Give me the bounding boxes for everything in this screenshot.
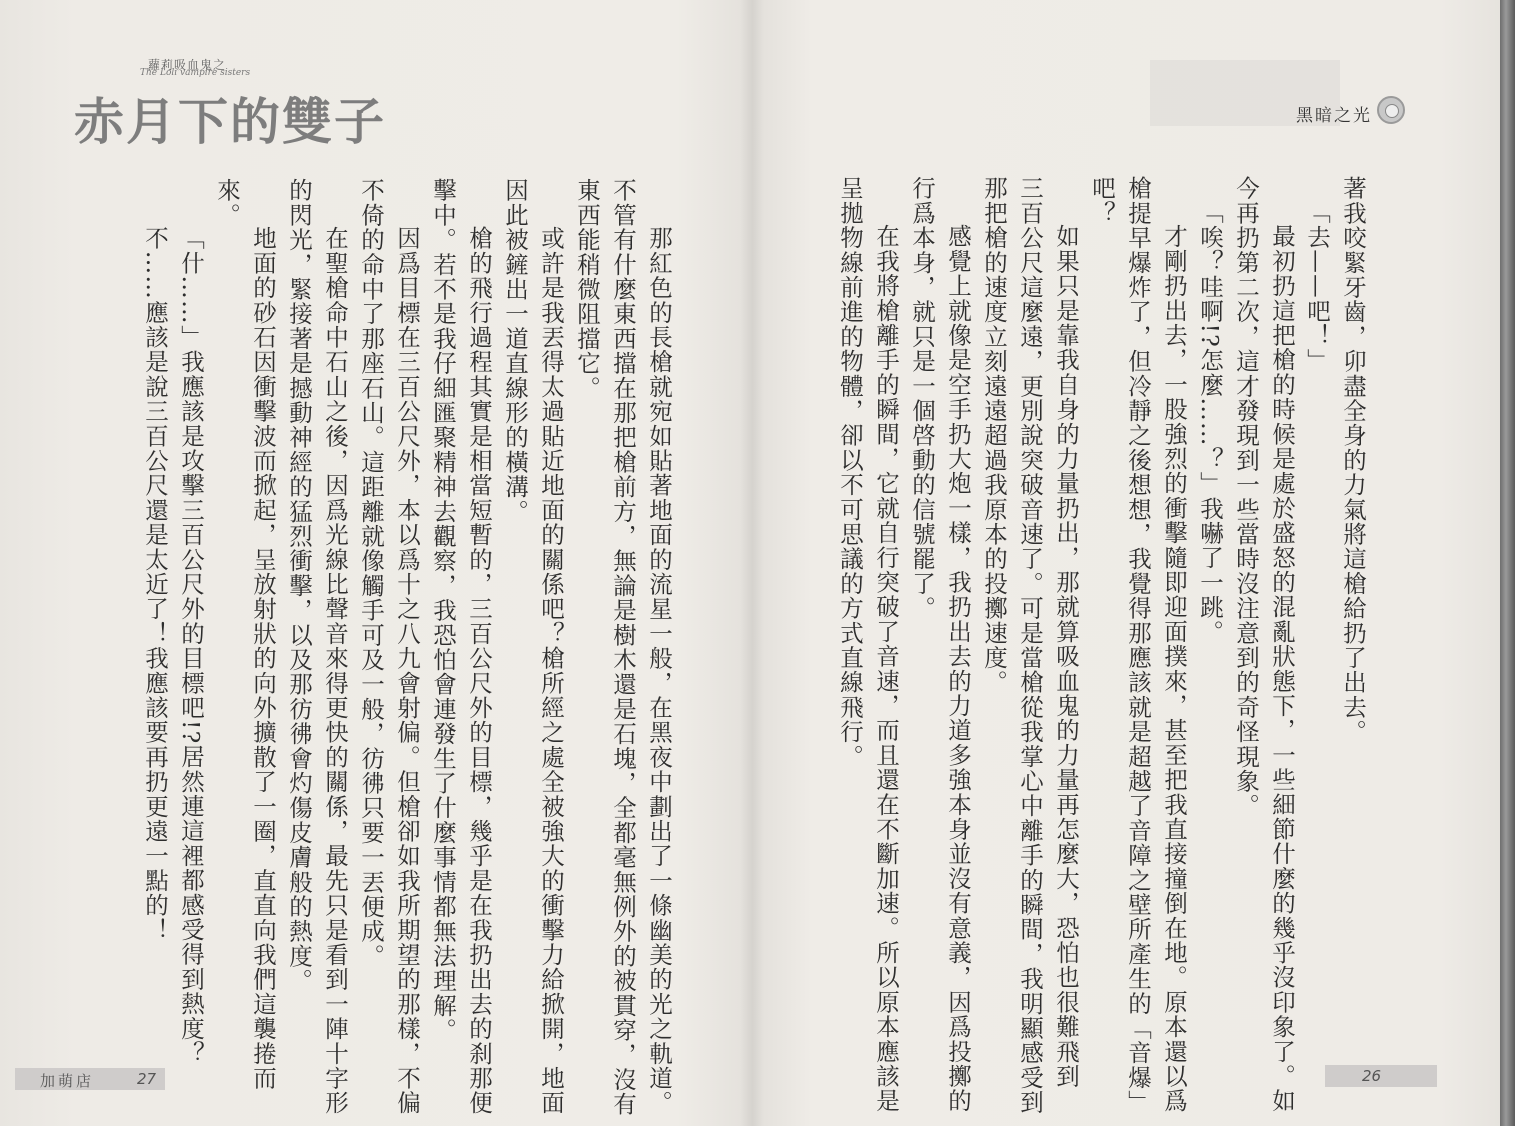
text-column: 的閃光，緊接著是撼動神經的猛烈衝擊，以及那彷彿會灼傷皮膚般的熱度。 (285, 178, 313, 994)
series-label: 蘿莉吸血鬼之 (148, 58, 227, 72)
text-column: 地面的砂石因衝擊波而掀起，呈放射狀的向外擴散了一圈，直直向我們這襲捲而 (249, 226, 277, 1091)
text-column: 吧？ (1088, 176, 1116, 226)
text-column: 行爲本身，就只是一個啓動的信號罷了。 (908, 176, 936, 621)
text-column: 槍的飛行過程其實是相當短暫的，三百公尺外的目標，幾乎是在我扔出去的刹那便 (465, 226, 493, 1116)
text-column: 「什……」我應該是攻擊三百公尺外的目標吧!?居然連這裡都感受得到熱度？ (177, 226, 205, 1066)
text-column: 今再扔第二次，這才發現到一些當時沒注意到的奇怪現象。 (1232, 176, 1260, 819)
text-column: 在聖槍命中石山之後，因爲光線比聲音來得更快的關係，最先只是看到一陣十字形 (321, 226, 349, 1116)
page-edge (1500, 0, 1515, 1126)
text-column: 著我咬緊牙齒，卯盡全身的力氣將這槍給扔了出去。 (1339, 176, 1367, 745)
chapter-title: 黑暗之光 (1296, 106, 1372, 126)
page-number-right: 26 (1362, 1067, 1382, 1085)
text-column: 感覺上就像是空手扔大炮一樣，我扔出去的力道多強本身並沒有意義，因爲投擲的 (944, 224, 972, 1114)
text-column: 因此被鏟出一道直線形的橫溝。 (501, 178, 529, 524)
text-column: 三百公尺這麼遠，更別說突破音速了。可是當槍從我掌心中離手的瞬間，我明顯感受到 (1016, 176, 1044, 1115)
book-gutter (740, 0, 764, 1126)
text-column: 在我將槍離手的瞬間，它就自行突破了音速，而且還在不斷加速。所以原本應該是 (872, 224, 900, 1114)
text-column: 那把槍的速度立刻遠遠超過我原本的投擲速度。 (980, 176, 1008, 695)
text-column: 不……應該是說三百公尺還是太近了！我應該要再扔更遠一點的！ (141, 226, 169, 943)
page-number-left: 27 (137, 1070, 157, 1088)
text-column: 如果只是靠我自身的力量扔出，那就算吸血鬼的力量再怎麼大，恐怕也很難飛到 (1052, 224, 1080, 1089)
text-column: 最初扔這把槍的時候是處於盛怒的混亂狀態下，一些細節什麼的幾乎沒印象了。如 (1268, 224, 1296, 1114)
text-column: 才剛扔出去，一股強烈的衝擊隨即迎面撲來，甚至把我直接撞倒在地。原本還以爲 (1160, 224, 1188, 1114)
publisher-name: 加萌店 (40, 1072, 95, 1090)
text-column: 擊中。若不是我仔細匯聚精神去觀察，我恐怕會連發生了什麼事情都無法理解。 (429, 178, 457, 1043)
text-column: 那紅色的長槍就宛如貼著地面的流星一般，在黑夜中劃出了一條幽美的光之軌道。 (645, 226, 673, 1116)
text-column: 不倚的命中了那座石山。這距離就像觸手可及一般，彷彿只要一丟便成。 (357, 178, 385, 969)
text-column: 「唉？哇啊!?怎麼……？」我嚇了一跳。 (1196, 200, 1224, 645)
flower-ornament-icon (1377, 96, 1405, 124)
series-english-label: The Loli vampire sisters (140, 68, 251, 78)
text-column: 來。 (213, 178, 241, 228)
text-column: 槍提早爆炸了，但冷靜之後想想，我覺得那應該就是超越了音障之壁所產生的「音爆」 (1124, 176, 1152, 1115)
text-column: 或許是我丟得太過貼近地面的關係吧？槍所經之處全被強大的衝擊力給掀開，地面 (537, 226, 565, 1116)
text-column: 因爲目標在三百公尺外，本以爲十之八九會射偏。但槍卻如我所期望的那樣，不偏 (393, 226, 421, 1116)
text-column: 不管有什麼東西擋在那把槍前方，無論是樹木還是石塊，全都毫無例外的被貫穿，沒有 (609, 178, 637, 1117)
text-column: 東西能稍微阻擋它。 (573, 178, 601, 401)
text-column: 呈拋物線前進的物體，卻以不可思議的方式直線飛行。 (836, 176, 864, 769)
text-column: 「去——吧！」 (1303, 200, 1331, 373)
book-title: 赤月下的雙子 (74, 92, 386, 151)
